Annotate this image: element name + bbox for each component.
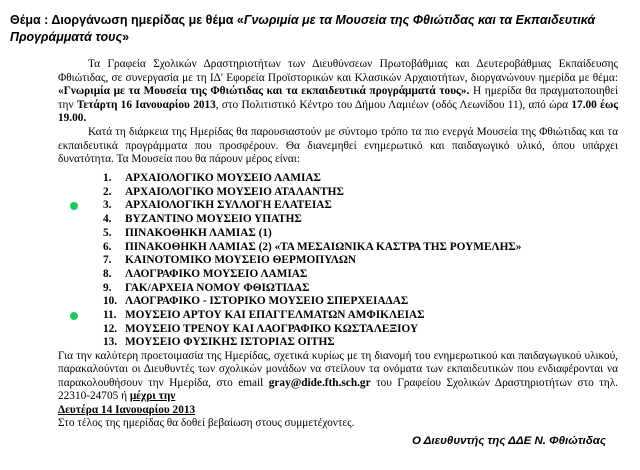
program-paragraph: Κατά τη διάρκεια της Ημερίδας θα παρουσιαστούν με σύντομο τρόπο τα πιο ενεργά Μουσεία της Φθιώτιδας και τα εκπαιδευτικά προγράμματα που προσφέρουν. Θα διανεμηθεί ενημερωτικό και παιδαγωγικό υλικό, όπου υπάρχει δυνατότητα. Τα Μουσεία που θα πάρουν μέρος είναι:: [58, 125, 618, 166]
museum-name: ΓΑΚ/ΑΡΧΕΙΑ ΝΟΜΟΥ ΦΘΙΩΤΙΔΑΣ: [125, 281, 310, 294]
museum-number: 4.: [103, 213, 112, 226]
museum-list-item: [103, 254, 521, 268]
museum-list-item: [103, 323, 521, 337]
closing-text-1: Για την καλύτερη προετοιμασία της Ημερίδας, σχετικά κυρίως με τη διανομή του ενημερωτικού και παιδαγωγικού υλικού, παρακαλούνται οι Διευθυντές των σχολικών μονάδων να στείλουν τα ονόματα των εκπαιδευτικών που ενδιαφέρονται να παρακολουθήσουν την Ημερίδα, στο email: [58, 350, 618, 389]
museum-list-item: [103, 268, 521, 282]
museum-name: ΛΑΟΓΡΑΦΙΚΟ - ΙΣΤΟΡΙΚΟ ΜΟΥΣΕΙΟ ΣΠΕΡΧΕΙΑΔΑΣ: [125, 295, 409, 308]
museum-list-item: [103, 336, 521, 350]
subject-suffix: »: [122, 30, 130, 44]
museum-number: 12.: [103, 322, 118, 335]
closing-text-2: του Γραφείου Σχολικών Δραστηριοτήτων στο τηλ. 22310-24705 ή: [58, 376, 618, 403]
museum-list-item: [103, 295, 521, 309]
museum-number: 1.: [103, 172, 112, 184]
museum-list-item: [103, 227, 521, 241]
museum-list-item: [103, 241, 521, 255]
intro-text-1: Τα Γραφεία Σχολικών Δραστηριοτήτων των Διευθύνσεων Πρωτοβάθμιας και Δευτεροβάθμιας Εκπαίδευσης Φθιώτιδας, σε συνεργασία με τη ΙΔ' Εφορεία Προϊστορικών και Κλασικών Αρχαιοτήτων, διοργανώνουν ημερίδα με θέμα:: [58, 58, 618, 84]
intro-paragraph: [58, 58, 618, 126]
museum-number: 8.: [103, 267, 112, 280]
museum-name: ΒΥΖΑΝΤΙΝΟ ΜΟΥΣΕΙΟ ΥΠΑΤΗΣ: [125, 213, 302, 226]
subject-prefix: Θέμα : Διοργάνωση ημερίδας με θέμα «: [10, 13, 244, 27]
certificate-note: Στο τέλος της ημερίδας θα δοθεί βεβαίωση στους συμμετέχοντες.: [58, 417, 355, 430]
museum-name: ΜΟΥΣΕΙΟ ΦΥΣΙΚΗΣ ΙΣΤΟΡΙΑΣ ΟΙΤΗΣ: [125, 336, 335, 349]
green-dot-marker: [70, 202, 78, 210]
museum-name: ΠΙΝΑΚΟΘΗΚΗ ΛΑΜΙΑΣ (1): [125, 226, 272, 239]
museum-number: 10.: [103, 295, 118, 308]
museum-name: ΚΑΙΝΟΤΟΜΙΚΟ ΜΟΥΣΕΙΟ ΘΕΡΜΟΠΥΛΩΝ: [125, 254, 357, 267]
museum-name: ΑΡΧΑΙΟΛΟΓΙΚΟ ΜΟΥΣΕΙΟ ΑΤΑΛΑΝΤΗΣ: [125, 185, 344, 198]
museum-number: 3.: [103, 199, 112, 212]
museum-number: 9.: [103, 281, 112, 294]
museum-list-item: [103, 213, 521, 227]
body-text: [58, 58, 618, 167]
museum-number: 11.: [103, 309, 117, 322]
deadline-date: Δευτέρα 14 Ιανουαρίου 2013: [58, 403, 196, 416]
closing-paragraph: [58, 350, 618, 417]
closing-section: [58, 350, 618, 430]
event-time: 17.00 έως 19.00.: [58, 98, 618, 125]
green-dot-marker: [70, 312, 78, 320]
museum-number: 13.: [103, 336, 118, 349]
contact-email[interactable]: gray@dide.fth.sch.gr: [268, 376, 371, 389]
signature: Ο Διευθυντής της ΔΔΕ Ν. Φθιώτιδας: [411, 435, 606, 447]
museum-name: ΜΟΥΣΕΙΟ ΤΡΕΝΟΥ ΚΑΙ ΛΑΟΓΡΑΦΙΚΟ ΚΩΣΤΑΛΕΞΙΟΥ: [125, 322, 419, 335]
intro-text-2: Η ημερίδα θα πραγματοποιηθεί την: [58, 85, 618, 111]
subject-quoted-title: Γνωριμία με τα Μουσεία της Φθιώτιδας και τα Εκπαιδευτικά Προγράμματά τους: [10, 13, 596, 44]
museum-list-item: [103, 186, 521, 200]
museum-name: ΠΙΝΑΚΟΘΗΚΗ ΛΑΜΙΑΣ (2) «ΤΑ ΜΕΣΑΙΩΝΙΚΑ ΚΑΣΤΡΑ ΤΗΣ ΡΟΥΜΕΛΗΣ»: [125, 240, 522, 253]
museum-number: 2.: [103, 185, 112, 198]
museum-name: ΜΟΥΣΕΙΟ ΑΡΤΟΥ ΚΑΙ ΕΠΑΓΓΕΛΜΑΤΩΝ ΑΜΦΙΚΛΕΙΑΣ: [125, 309, 425, 322]
museum-number: 5.: [103, 226, 112, 239]
deadline-prefix: μέχρι την: [129, 390, 176, 403]
museum-name: ΑΡΧΑΙΟΛΟΓΙΚΟ ΜΟΥΣΕΙΟ ΛΑΜΙΑΣ: [125, 172, 321, 184]
museum-list-item: [103, 172, 521, 186]
museum-name: ΑΡΧΑΙΟΛΟΓΙΚΗ ΣΥΛΛΟΓΗ ΕΛΑΤΕΙΑΣ: [125, 199, 332, 212]
event-date: Τετάρτη 16 Ιανουαρίου 2013: [76, 98, 216, 111]
museum-name: ΛΑΟΓΡΑΦΙΚΟ ΜΟΥΣΕΙΟ ΛΑΜΙΑΣ: [125, 267, 308, 280]
subject-line: [10, 12, 610, 46]
museum-number: 6.: [103, 240, 112, 253]
museum-list-item: [103, 199, 521, 213]
intro-theme: «Γνωριμία με τα Μουσεία της Φθιώτιδας και τα εκπαιδευτικά προγράμματά τους».: [58, 85, 470, 98]
museum-number: 7.: [103, 254, 112, 267]
museum-list: [103, 172, 521, 350]
museum-list-item: [103, 282, 521, 296]
museum-list-item: [103, 309, 521, 323]
intro-text-3: , στο Πολιτιστικό Κέντρο του Δήμου Λαμιέων (οδός Λεωνίδου 11), από ώρα: [215, 98, 572, 111]
